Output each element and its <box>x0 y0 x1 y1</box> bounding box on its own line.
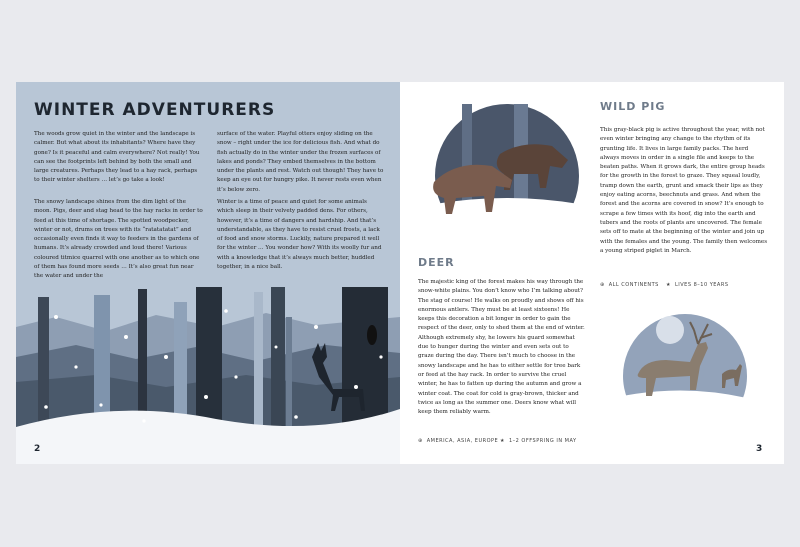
deer-illustration <box>600 304 770 444</box>
page-number: 3 <box>756 444 763 454</box>
deer-text: The majestic king of the forest makes his way through the snow-white plains. You don’t know who I’m talking about? The stag of course! He walks on proudly and shows off his enormous antlers. They must be at least sixteens! He keeps this decoration a bit longer in order to gain the respect of the deer, only to shed them at the end of winter. Although extremely shy, he lowers his guard somewhat due to hunger during the winter and even sets out to graze during the day. There isn’t much to choose in the snowy landscape and he has to either settle for tree bark or feed at the hay rack. In order to survive the cruel winter, he has to fatten up during the autumn and grow a winter coat. The coat for cold is gray-brown, thicker and twice as long as the summer one. Deers know what will keep them reliably warm. <box>418 279 585 416</box>
deer-range: ⊕ AMERICA, ASIA, EUROPE <box>418 438 499 444</box>
globe-icon: ⊕ <box>418 438 423 444</box>
page-title: WINTER ADVENTURERS <box>34 100 276 120</box>
left-page <box>16 82 400 464</box>
moonlight-paragraph: The snowy landscape shines from the dim light of the moon. Pigs, deer and stag head to the hay racks in order to feed at this time of shortage. The spotted woodpecker, winter or not, drums on trees with its “ratatatatat” and occasionally even finds it way to feeders in the gardens of humans. It’s already crowded and loud there! Various coloured titmice quarrel with one another as to which one of them has found more seeds … It’s also great fun near the water and under the <box>34 199 203 280</box>
wild-pig-text: This gray-black pig is active throughout the year, with not even winter bringing any change to the rhythm of its grunting life. It lives in large family packs. The herd always moves in order in a single file and keeps to the beaten paths. When it grows dark, the entire group heads for the growth in the forest to graze. They squeal loudly, tramp down the earth, grunt and smack their lips as they enjoy eating acorns, beechnuts and grass. And when the forest and the acorns are covered in snow? It’s enough to scrape a few times with its hoof, dig into the earth and tubers and the roots of plants are uncovered. The female sets off to mate at the beginning of the winter and join up with the females and the young. The family then welcomes a young striped piglet in March. <box>600 127 768 254</box>
otters-paragraph: surface of the water. Playful otters enjoy sliding on the snow – right under the ice for delicious fish. And what do fish actually do in the winter under the frozen surfaces of lakes and ponds? They embed themselves in the bottom under the plants and rest. Watch out though! They have to keep an eye out for hungry pike. It never rests even when it’s below zero. <box>217 131 384 193</box>
intro-paragraph: The woods grow quiet in the winter and the landscape is calmer. But what about its inhabitants? Where have they gone? Is it peaceful and calm everywhere? Not really! You can see the footprints left behind by both the small and large creatures. Perhaps they lead to a hay rack, perhaps to their winter shelters … let’s go take a look! <box>34 131 200 184</box>
winter-forest-illustration <box>16 287 400 464</box>
deer-title: DEER <box>418 256 455 269</box>
star-icon: ★ <box>666 282 671 288</box>
winter-paragraph: Winter is a time of peace and quiet for some animals which sleep in their velvety padded dens. For others, however, it’s a time of dangers and hardship. And that’s understandable, as they have to resist cruel frosts, a lack of food and snow storms. Luckily, nature prepared it well for the winter … You wonder how? With its woolly fur and with a knowledge that it’s always much better, huddled together, in a nice ball. <box>217 199 382 271</box>
star-icon: ★ <box>500 438 505 444</box>
wild-pig-title: WILD PIG <box>600 100 666 113</box>
wild-pig-lifespan: ★ LIVES 8–10 YEARS <box>666 282 729 288</box>
wild-pig-illustration <box>422 104 592 254</box>
right-page <box>400 82 784 464</box>
globe-icon: ⊕ <box>600 282 605 288</box>
wild-pig-range: ⊕ ALL CONTINENTS <box>600 282 659 288</box>
deer-offspring: ★ 1–2 OFFSPRING IN MAY <box>500 438 577 444</box>
page-number: 2 <box>34 444 41 454</box>
